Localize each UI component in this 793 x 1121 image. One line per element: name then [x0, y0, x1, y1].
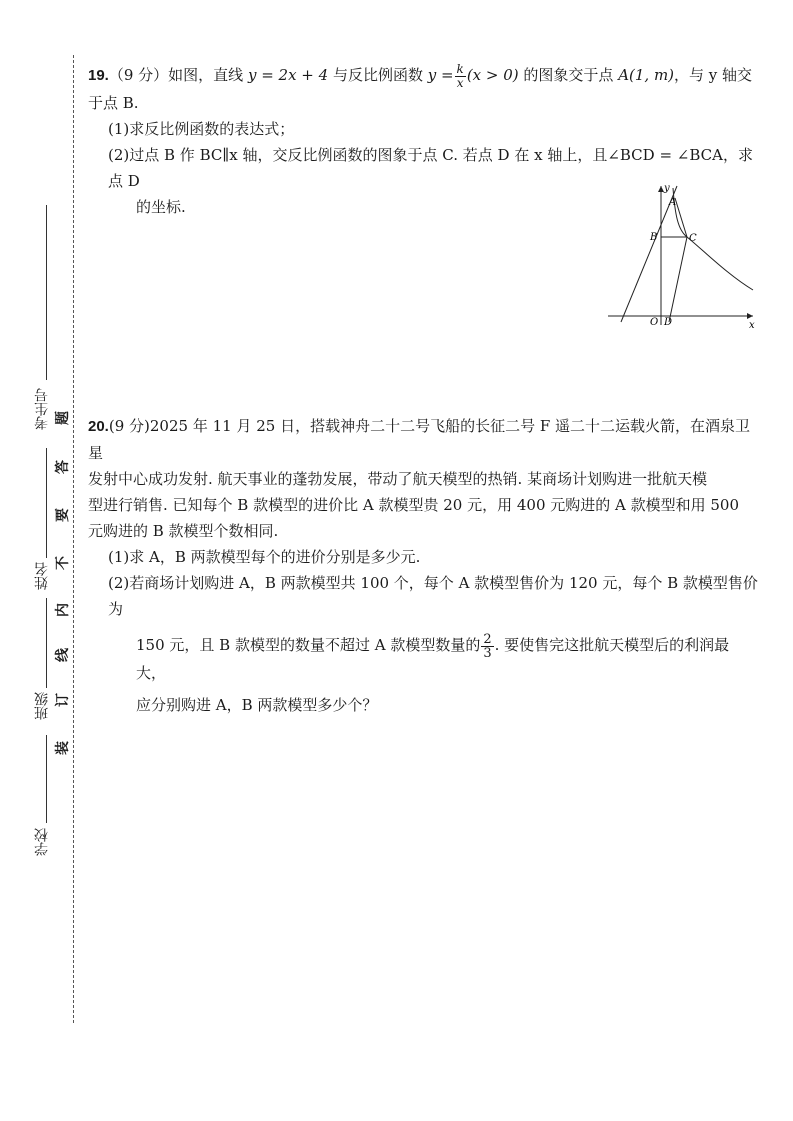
binding-dashed-line: [73, 55, 74, 1023]
q20-part-2-text: 150 元，且 B 款模型的数量不超过 A 款模型数量的: [136, 636, 481, 654]
label-c: C: [689, 233, 697, 244]
seal-char: 要: [55, 508, 71, 522]
seal-char: 答: [55, 460, 71, 474]
score: （9 分）: [108, 66, 169, 84]
label-origin: O: [650, 317, 659, 328]
q19-stem-text: ，与 y 轴交于点 B.: [88, 66, 753, 112]
seal-char: 不: [55, 556, 71, 570]
class-label: 班级: [34, 692, 50, 720]
fraction-k-over-x: [455, 63, 466, 90]
q20-part-2: (2)若商场计划购进 A，B 两款模型共 100 个，每个 A 款模型售价为 120 元，每个 B 款模型售价为: [108, 574, 758, 618]
q19-part-2-cont: 的坐标.: [136, 197, 186, 216]
label-d: D: [664, 317, 673, 328]
x-axis-arrow-icon: [747, 313, 753, 319]
seal-char: 装: [55, 741, 71, 755]
q19-stem-text: 的图象交于点: [518, 66, 619, 84]
fraction-numerator: k: [456, 61, 464, 76]
fraction-two-thirds: [481, 633, 493, 660]
hyperbola: [673, 188, 753, 290]
score: (9 分): [108, 417, 150, 435]
label-y: y: [664, 183, 670, 194]
seal-char: 订: [55, 693, 71, 707]
q20-stem-text: 2025 年 11 月 25 日，搭载神舟二十二号飞船的长征二号 F 遥二十二运载火箭，在酒泉卫星: [88, 417, 751, 462]
question-20: [88, 413, 758, 718]
question-number: 19.: [88, 67, 109, 84]
exam-number-label: 考生号: [34, 388, 50, 430]
seal-char: 线: [55, 648, 71, 662]
seal-char: 题: [55, 411, 71, 425]
function-y: y =: [427, 66, 454, 84]
point-a: A(1, m): [618, 66, 675, 84]
q20-part-1: (1)求 A，B 两款模型每个的进价分别是多少元.: [108, 548, 421, 566]
q20-stem-line: 发射中心成功发射. 航天事业的蓬勃发展，带动了航天模型的热销. 某商场计划购进一批航天模: [88, 470, 708, 488]
q19-stem-text: 与反比例函数: [328, 66, 428, 84]
segment-cd: [669, 237, 687, 322]
q19-stem-text: 如图，直线: [168, 66, 248, 84]
label-a: A: [669, 197, 677, 208]
q20-stem-line: 型进行销售. 已知每个 B 款模型的进价比 A 款模型贵 20 元，用 400 元购进的 A 款模型和用 500: [88, 496, 740, 514]
school-label: 学校: [34, 828, 50, 856]
fraction-denominator: 3: [483, 645, 492, 661]
q19-part-2: (2)过点 B 作 BC∥x 轴，交反比例函数的图象于点 C. 若点 D 在 x 轴上，且∠BCD = ∠BCA，求点 D: [108, 145, 753, 190]
q19-part-1: (1)求反比例函数的表达式；: [108, 119, 295, 138]
domain: (x > 0): [466, 66, 519, 84]
q19-stem: [88, 62, 758, 116]
question-number: 20.: [88, 418, 109, 435]
q20-part-2-text: . 要使售完这批航天模型后的利润最大，: [136, 636, 730, 682]
label-b: B: [650, 232, 658, 243]
class-line: [46, 598, 47, 688]
q20-stem-line: [88, 413, 758, 466]
exam-number-line: [46, 205, 47, 380]
fraction-numerator: 2: [483, 631, 492, 647]
function-graph: [603, 180, 763, 330]
name-label: 姓名: [34, 562, 50, 590]
q20-stem-line: 元购进的 B 款模型个数相同.: [88, 522, 279, 540]
fraction-denominator: x: [456, 75, 464, 90]
q20-part-2-cont: [88, 632, 758, 686]
seal-char: 内: [55, 603, 71, 617]
school-line: [46, 735, 47, 823]
name-line: [46, 448, 47, 558]
q20-part-2-cont: 应分别购进 A，B 两款模型多少个？: [136, 695, 378, 714]
line-equation: y = 2x + 4: [247, 66, 329, 84]
label-x: x: [749, 320, 755, 330]
